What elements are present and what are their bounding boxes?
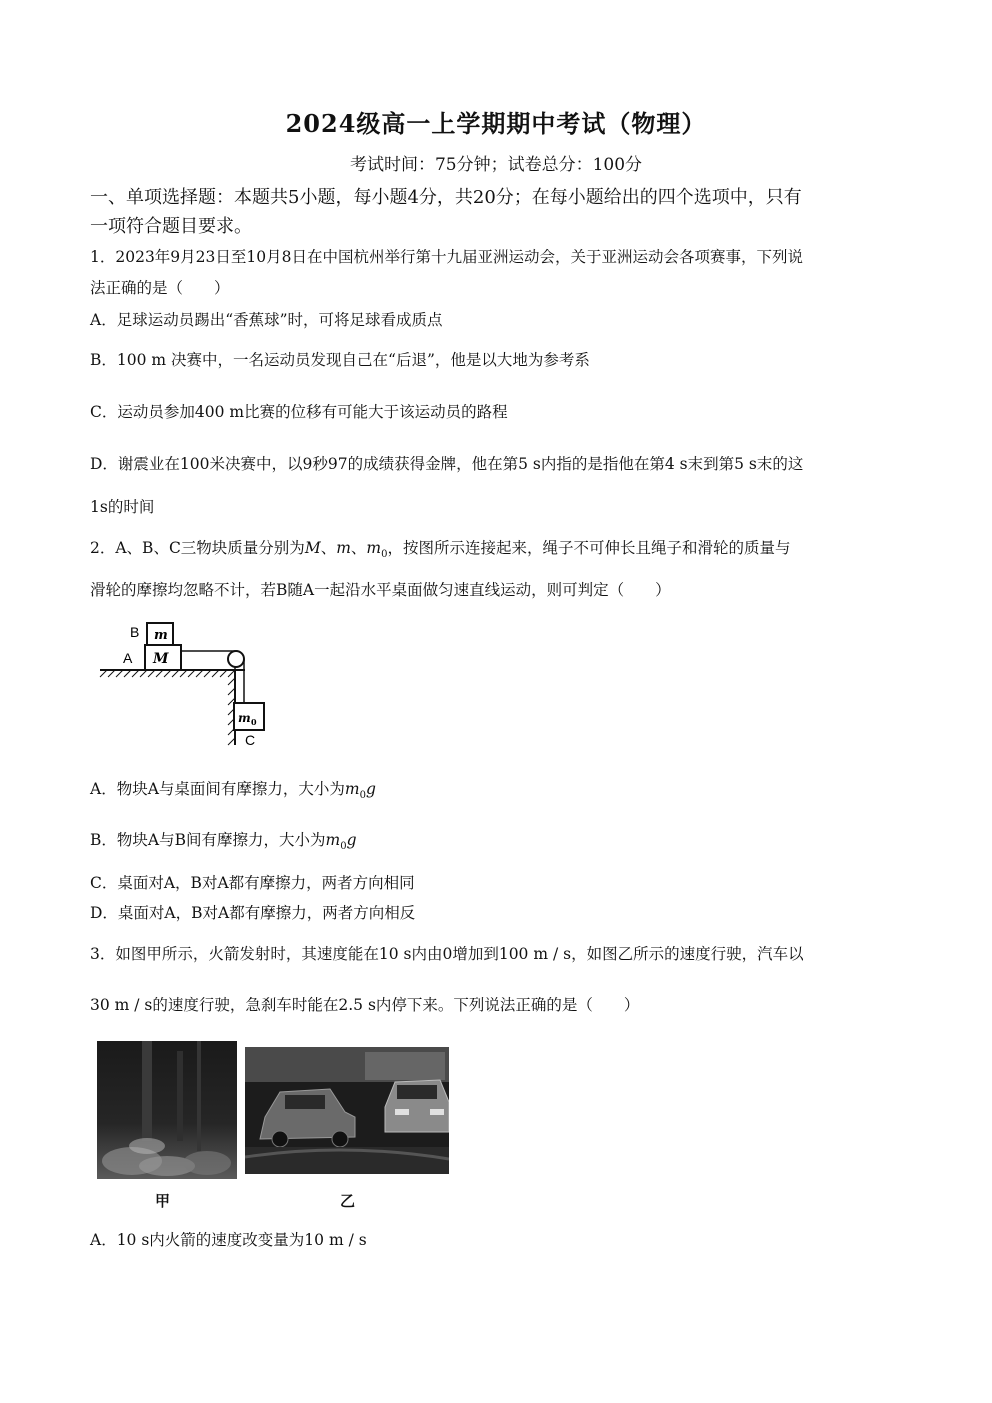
pulley	[228, 651, 244, 667]
cars-braking-photo	[245, 1047, 449, 1174]
section-heading-line1: 一、单项选择题：本题共5小题，每小题4分，共20分；在每小题给出的四个选项中，只有	[90, 187, 802, 208]
var-m: m	[344, 780, 360, 798]
caption-yi: 乙	[340, 1192, 356, 1210]
q2-stem-line2: 滑轮的摩擦均忽略不计，若B随A一起沿水平桌面做匀速直线运动，则可判定（ ）	[90, 581, 671, 599]
q1-option-c: C．运动员参加400 m比赛的位移有可能大于该运动员的路程	[90, 403, 508, 421]
q1-option-b: B．100 m 决赛中，一名运动员发现自己在“后退”，他是以大地为参考系	[90, 351, 590, 369]
block-c-mass-sub: 0	[251, 717, 257, 727]
q1-option-d-line1: D．谢震业在100米决赛中，以9秒97的成绩获得金牌，他在第5 s内指的是指他在第4 s末到第5 s末的这	[90, 455, 804, 473]
q2-option-a	[90, 777, 376, 801]
var-g: g	[365, 780, 376, 798]
rocket-launch-photo	[97, 1041, 237, 1179]
separator: 、	[350, 539, 367, 557]
block-c-mass: m	[238, 711, 251, 725]
block-b-mass: m	[154, 628, 168, 643]
q2-stem-text-post: ，按图所示连接起来，绳子不可伸长且绳子和滑轮的质量与	[387, 539, 791, 557]
q2-option-a-text: A．物块A与桌面间有摩擦力，大小为	[90, 780, 345, 798]
var-g: g	[346, 831, 357, 849]
q2-option-d: D．桌面对A，B对A都有摩擦力，两者方向相反	[90, 904, 416, 922]
q2-option-b-text: B．物块A与B间有摩擦力，大小为	[90, 831, 326, 849]
label-b: B	[130, 624, 140, 640]
q1-option-a: A．足球运动员踢出“香蕉球”时，可将足球看成质点	[90, 311, 443, 329]
label-a: A	[123, 650, 133, 666]
q1-option-d-line2: 1s的时间	[90, 498, 155, 516]
q3-stem-line2: 30 m / s的速度行驶，急刹车时能在2.5 s内停下来。下列说法正确的是（ ）	[90, 996, 640, 1014]
q2-option-c: C．桌面对A，B对A都有摩擦力，两者方向相同	[90, 874, 415, 892]
subscript: 0	[381, 549, 388, 561]
separator: 、	[320, 539, 337, 557]
var-M: M	[304, 539, 321, 557]
var-m: m	[325, 831, 341, 849]
subscript: 0	[340, 841, 347, 853]
caption-jia: 甲	[155, 1192, 171, 1210]
section-heading-line2: 一项符合题目要求。	[90, 216, 252, 237]
q1-stem-line1: 1．2023年9月23日至10月8日在中国杭州举行第十九届亚洲运动会，关于亚洲运动会各项赛事，下列说	[90, 248, 803, 266]
exam-info: 考试时间：75分钟；试卷总分：100分	[349, 155, 643, 175]
page-title: 2024级高一上学期期中考试（物理）	[285, 109, 707, 138]
block-a-mass: M	[153, 651, 169, 667]
pulley-diagram	[95, 615, 285, 750]
var-m: m	[336, 539, 351, 557]
q3-stem-line1: 3．如图甲所示，火箭发射时，其速度能在10 s内由0增加到100 m / s，如图乙所示的速度行驶，汽车以	[90, 945, 804, 963]
q2-stem-text: 2．A、B、C三物块质量分别为	[90, 539, 305, 557]
q2-option-b	[90, 828, 357, 852]
label-c: C	[245, 732, 256, 748]
q2-stem-line1	[90, 536, 791, 560]
q3-option-a: A．10 s内火箭的速度改变量为10 m / s	[90, 1231, 367, 1249]
q1-stem-line2: 法正确的是（ ）	[90, 279, 230, 297]
subscript: 0	[359, 790, 366, 802]
var-m0: m	[366, 539, 382, 557]
